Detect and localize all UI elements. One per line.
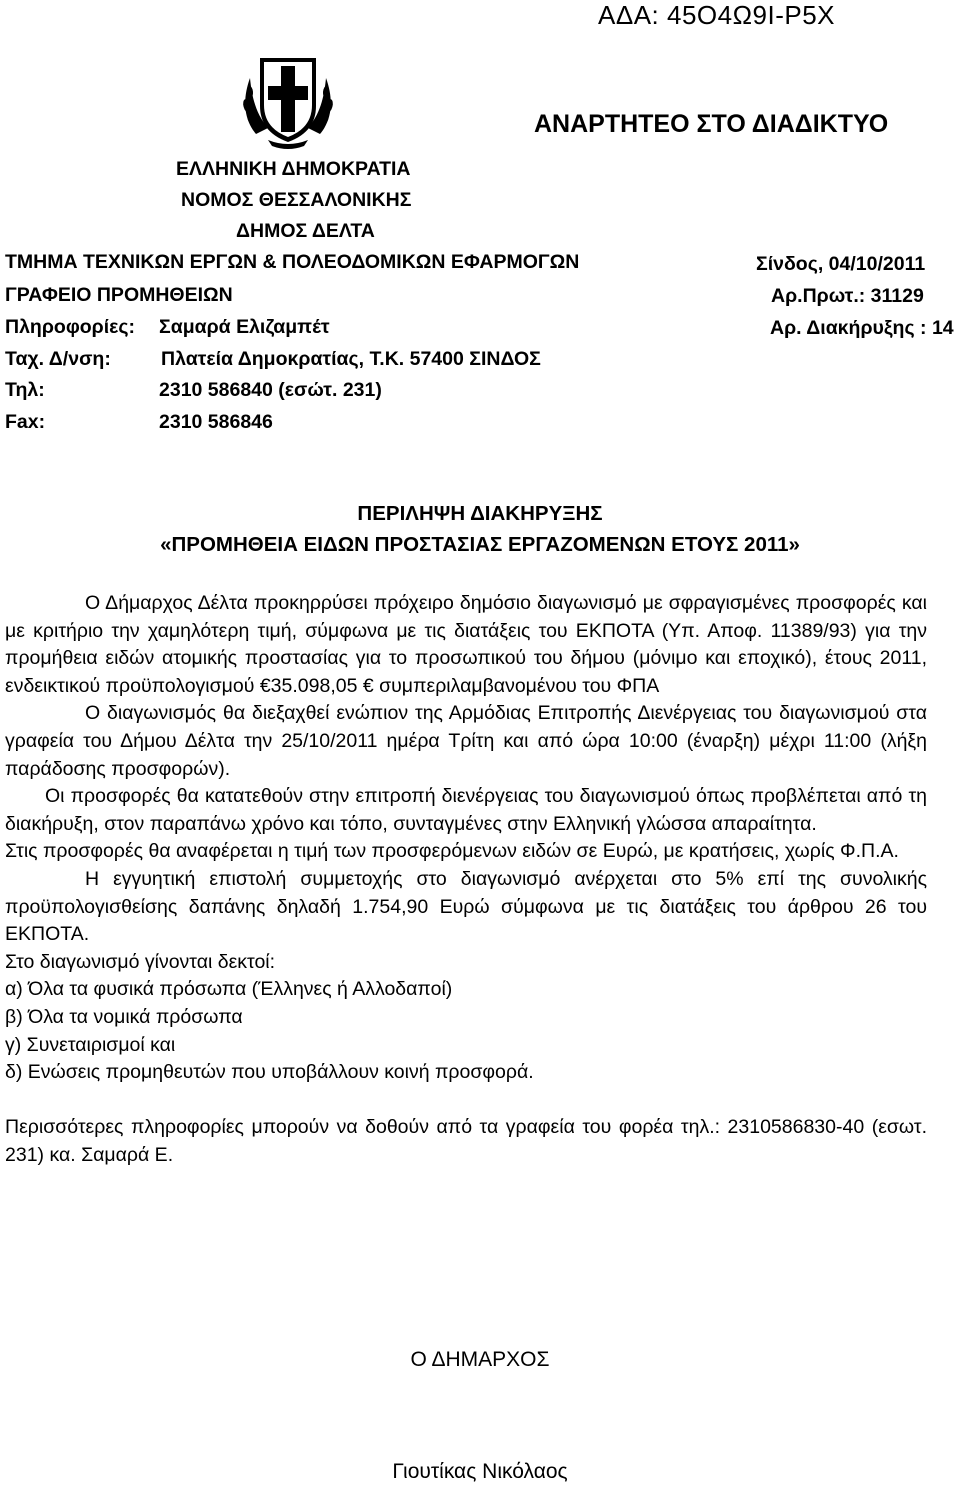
paragraph-guarantee: Η εγγυητική επιστολή συμμετοχής στο διαγωνισμό ανέρχεται στο 5% επί της συνολικής προϋπολογισθείσης δαπάνης δηλαδή 1.754,90 Ευρώ σύμφωνα με τις διατάξεις του άρθρου 26 του ΕΚΠΟΤΑ.: [5, 867, 927, 946]
document-title: ΠΕΡΙΛΗΨΗ ΔΙΑΚΗΡΥΞΗΣ: [357, 502, 603, 525]
paragraph-announcement: Ο Δήμαρχος Δέλτα προκηρρύσει πρόχειρο δημόσιο διαγωνισμό με σφραγισμένες προσφορές και με κριτήριο την χαμηλότερη τιμή, σύμφωνα με τις διατάξεις του ΕΚΠΟΤΑ (Υπ. Αποφ. 11389/93) για την προμήθεια ειδών ατομικής προστασίας για το προσωπικού του δήμου (μόνιμο και εποχικό), έτους 2011, ενδεικτικού προϋπολογισμού €35.098,05 € συμπεριλαμβανομένου του ΦΠΑ: [5, 592, 927, 697]
signature-role: Ο ΔΗΜΑΡΧΟΣ: [410, 1348, 550, 1371]
list-item: β) Όλα τα νομικά πρόσωπα: [5, 1005, 243, 1028]
header-municipality: ΔΗΜΟΣ ΔΕΛΤΑ: [236, 220, 375, 242]
paragraph-prices: Στις προσφορές θα αναφέρεται η τιμή των προσφερόμενων ειδών σε Ευρώ, με κρατήσεις, χωρίς Φ.Π.Α.: [5, 840, 899, 863]
list-item: γ) Συνεταιρισμοί και: [5, 1033, 176, 1056]
header-prefecture: ΝΟΜΟΣ ΘΕΣΣΑΛΟΝΙΚΗΣ: [181, 189, 412, 211]
list-item: δ) Ενώσεις προμηθευτών που υποβάλλουν κοινή προσφορά.: [5, 1061, 534, 1084]
protocol-number: Αρ.Πρωτ.: 31129: [771, 285, 924, 307]
ada-code: ΑΔΑ: 45Ο4Ω9Ι-Ρ5Χ: [598, 0, 836, 30]
address-label: Ταχ. Δ/νση:: [5, 348, 111, 370]
document-subject: «ΠΡΟΜΗΘΕΙΑ ΕΙΔΩΝ ΠΡΟΣΤΑΣΙΑΣ ΕΡΓΑΖΟΜΕΝΩΝ ΕΤΟΥΣ 2011»: [160, 533, 800, 556]
info-label: Πληροφορίες:: [5, 316, 136, 338]
publish-notice: ΑΝΑΡΤΗΤΕΟ ΣΤΟ ΔΙΑΔΙΚΤΥΟ: [534, 110, 889, 138]
document-body: [5, 590, 927, 1169]
address-value: Πλατεία Δημοκρατίας, Τ.Κ. 57400 ΣΙΝΔΟΣ: [161, 348, 541, 370]
fax-value: 2310 586846: [159, 411, 273, 433]
place-date: Σίνδος, 04/10/2011: [756, 253, 926, 275]
paragraph-eligibility: Στο διαγωνισμό γίνονται δεκτοί:: [5, 950, 276, 973]
paragraph-submission: Οι προσφορές θα κατατεθούν στην επιτροπή διενέργειας του διαγωνισμού όπως προβλέπεται από τη διακήρυξη, στον παραπάνω χρόνο και τόπο, συνταγμένες στην Ελληνική γλώσσα απαραίτητα.: [5, 785, 927, 835]
header-country: ΕΛΛΗΝΙΚΗ ΔΗΜΟΚΡΑΤΙΑ: [176, 158, 411, 180]
paragraph-procedure: Ο διαγωνισμός θα διεξαχθεί ενώπιον της Αρμόδιας Επιτροπής Διενέργειας του διαγωνισμού στα γραφεία του Δήμου Δέλτα την 25/10/2011 ημέρα Τρίτη και από ώρα 10:00 (έναρξη) μέχρι 11:00 (λήξη παράδοσης προσφορών).: [5, 702, 927, 780]
spacer: [5, 1087, 927, 1115]
header-office: ΓΡΑΦΕΙΟ ΠΡΟΜΗΘΕΙΩΝ: [5, 284, 233, 306]
phone-label: Τηλ:: [5, 379, 45, 401]
list-item: α) Όλα τα φυσικά πρόσωπα (Έλληνες ή Αλλοδαποί): [5, 978, 453, 1001]
phone-value: 2310 586840 (εσώτ. 231): [159, 379, 382, 401]
paragraph-contact: Περισσότερες πληροφορίες μπορούν να δοθούν από τα γραφεία του φορέα τηλ.: 2310586830-40 (εσωτ. 231) κα. Σαμαρά Ε.: [5, 1116, 927, 1166]
fax-label: Fax:: [5, 411, 46, 433]
signature-name: Γιουτίκας Νικόλαος: [392, 1460, 568, 1483]
tender-number: Αρ. Διακήρυξης : 14: [770, 317, 954, 339]
greek-coat-of-arms-emblem: [238, 48, 338, 156]
info-value: Σαμαρά Ελιζαμπέτ: [159, 316, 330, 338]
header-department: ΤΜΗΜΑ ΤΕΧΝΙΚΩΝ ΕΡΓΩΝ & ΠΟΛΕΟΔΟΜΙΚΩΝ ΕΦΑΡΜΟΓΩΝ: [5, 251, 580, 273]
